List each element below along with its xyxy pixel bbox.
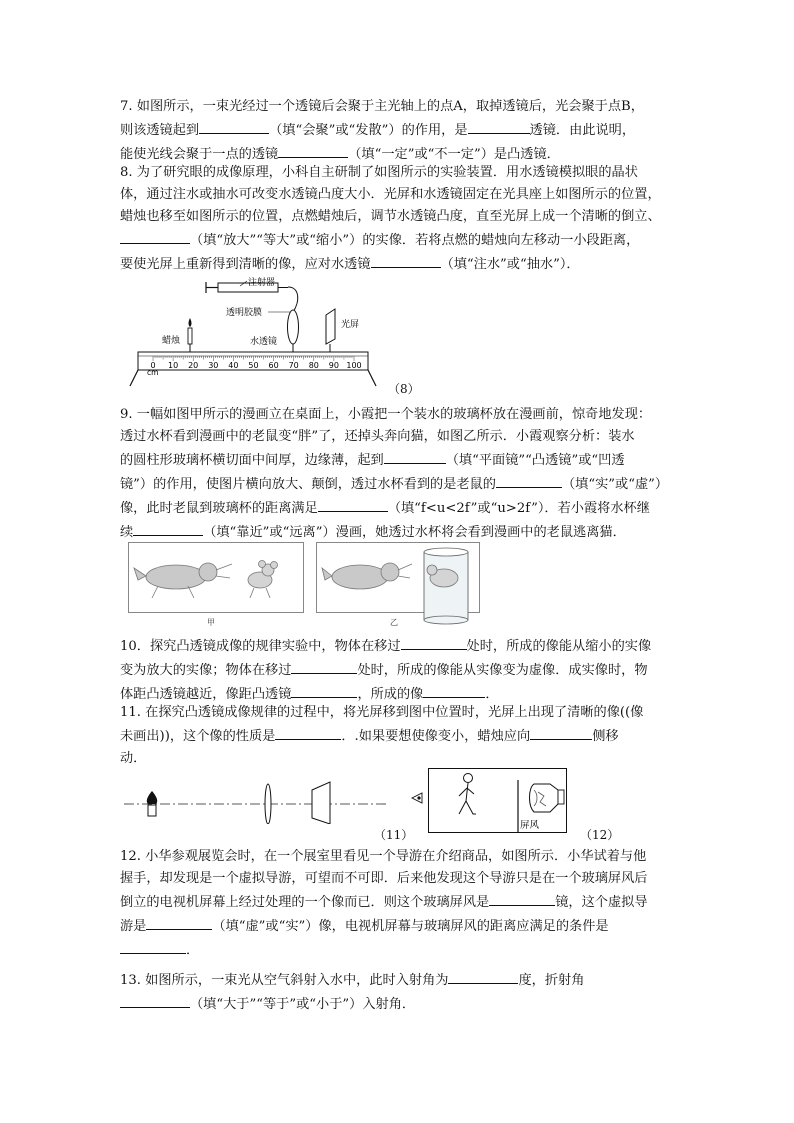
answer-blank[interactable]: [448, 968, 518, 984]
q10-text: ，所成的像: [357, 687, 424, 702]
q12-text: （填“虚”或“实”）像，电视机屏幕与玻璃屏风的距离应满足的条件是: [212, 919, 609, 934]
answer-blank[interactable]: [530, 724, 592, 740]
answer-blank[interactable]: [468, 118, 530, 134]
optical-bench-figure: [128, 272, 378, 390]
q9-text: 续: [120, 525, 134, 540]
q9-line-5: [120, 496, 676, 520]
q13-text: （填“大于”“等于”或“小于”）入射角．: [190, 997, 416, 1012]
q13-text: 13. 如图所示，一束光从空气斜射入水中，此时入射角为: [120, 973, 449, 988]
q9-text: （填“实”或“虚”）: [562, 477, 669, 492]
answer-blank[interactable]: [120, 992, 190, 1008]
answer-blank[interactable]: [146, 914, 212, 930]
q9-line-3: [120, 448, 676, 472]
ruler-number: 50: [248, 361, 259, 370]
convex-lens-icon: [265, 784, 271, 824]
ruler-number: 60: [268, 361, 279, 370]
q10-line-1: [120, 634, 676, 658]
q12-line-3: [120, 890, 676, 914]
answer-blank[interactable]: [120, 228, 190, 244]
q10-text: 变为放大的实像；物体在移过: [120, 663, 292, 678]
syringe-icon: [206, 282, 288, 293]
q9-text: 像，此时老鼠到玻璃杯的距离满足: [120, 501, 318, 516]
cartoon-frame-a: [129, 543, 304, 613]
q7-text: 则该透镜起到: [120, 123, 200, 138]
water-glass-icon: [424, 548, 468, 624]
q12-text: 镜，这个虚拟导: [555, 895, 648, 910]
water-lens-icon: [288, 310, 299, 344]
frame-b-label: 乙: [390, 618, 398, 627]
q13-line-2: [120, 992, 676, 1016]
answer-blank[interactable]: [120, 938, 186, 954]
q11-line-1: 11. 在探究凸透镜成像规律的过程中，将光屏移到图中位置时，光屏上出现了清晰的像((像: [120, 705, 644, 720]
answer-blank[interactable]: [199, 118, 269, 134]
q12-text: ．: [186, 943, 200, 958]
q12-line-2: 握手，却发现是一个虚拟导游，可望而不可即．后来他发现这个导游只是在一个玻璃屏风后: [120, 871, 648, 886]
q9-line-1: 9. 一幅如图甲所示的漫画立在桌面上，小霞把一个装水的玻璃杯放在漫画前，惊奇地发现：: [120, 407, 652, 422]
question-8: [120, 162, 676, 276]
question-9: [120, 404, 676, 544]
candle-icon: [147, 791, 157, 816]
q9-text: 镜”）的作用，使图片横向放大、颠倒，透过水杯看到的是老鼠的: [120, 477, 496, 492]
ruler-number: 90: [328, 361, 339, 370]
q12-text: 倒立的电视机屏幕上经过处理的一个像而已．则这个玻璃屏风是: [120, 895, 490, 910]
answer-blank[interactable]: [423, 682, 485, 698]
ruler-number: 100: [346, 361, 362, 370]
screen-label: 光屏: [341, 320, 360, 330]
q10-line-2: [120, 658, 676, 682]
q7-text: 透镜．由此说明，: [529, 123, 636, 138]
screen-icon: [312, 782, 330, 824]
q7-text: 能使光线会聚于一点的透镜: [120, 147, 279, 162]
q9-text: （填“f<u<2f”或“u>2f”）．若小霞将水杯继: [387, 501, 650, 516]
lens-label: 水透镜: [250, 337, 278, 347]
cartoon-figure: [128, 540, 482, 628]
ruler-number: 10: [168, 361, 179, 370]
question-13: [120, 968, 676, 1016]
screen-icon: [326, 309, 335, 344]
answer-blank[interactable]: [278, 142, 348, 158]
question-7: [120, 96, 676, 166]
q8-line-3: 蜡烛也移至如图所示的位置，点燃蜡烛后，调节水透镜凸度，直至光屏上成一个清晰的倒立、: [120, 209, 661, 224]
answer-blank[interactable]: [371, 252, 441, 268]
q7-text: （填“会聚”或“发散”）的作用，是: [269, 123, 468, 138]
ruler-number: 0: [150, 361, 156, 370]
q11-text: ．.如果要想使像变小，蜡烛应向: [341, 729, 531, 744]
q8-line-1: 8. 为了研究眼的成像原理，小科自主研制了如图所示的实验装置．用水透镜模拟眼的晶状: [120, 165, 638, 180]
q7-text: （填“一定”或“不一定”）是凸透镜．: [348, 147, 560, 162]
q9-line-4: [120, 472, 676, 496]
unit-label: cm: [147, 368, 159, 377]
q7-line-2: [120, 118, 676, 142]
figure-8-caption: （8）: [388, 382, 420, 396]
answer-blank[interactable]: [133, 520, 203, 536]
ruler-number: 40: [228, 361, 239, 370]
q10-text: 处时，所成的像能从实像变为虚像．成实像时，物: [357, 663, 648, 678]
q11-line-3: 动．: [120, 751, 147, 766]
ruler-number: 80: [308, 361, 319, 370]
q12-line-1: 12. 小华参观展览会时，在一个展室里看见一个导游在介绍商品，如图所示．小华试着与他: [120, 849, 647, 864]
q9-line-2: 透过水杯看到漫画中的老鼠变“胖”了，还掉头奔向猫，如图乙所示．小霞观察分析：装水: [120, 429, 635, 444]
candle-label: 蜡烛: [162, 336, 181, 346]
q10-text: 10．探究凸透镜成像的规律实验中，物体在移过: [120, 639, 401, 654]
answer-blank[interactable]: [291, 658, 357, 674]
q10-text: 体距凸透镜越近，像距凸透镜: [120, 687, 292, 702]
cartoon-frame-b: [317, 543, 480, 625]
q9-text: （填“靠近”或“远离”）漫画，她透过水杯将会看到漫画中的老鼠逃离猫．: [203, 525, 626, 540]
answer-blank[interactable]: [291, 682, 357, 698]
answer-blank[interactable]: [401, 634, 467, 650]
screen-label: 屏风: [520, 820, 540, 831]
q8-line-4: [120, 228, 676, 252]
q13-text: 度，折射角: [518, 973, 585, 988]
q12-text: 游是: [120, 919, 147, 934]
question-10: [120, 634, 676, 706]
lens-setup-figure: [124, 778, 394, 824]
candle-icon: [188, 318, 192, 352]
ruler-number: 70: [288, 361, 299, 370]
q9-text: （填“平面镜”“凸透镜”或“凹透: [445, 453, 625, 468]
q11-line-2: [120, 724, 676, 748]
virtual-guide-figure: [410, 766, 576, 836]
answer-blank[interactable]: [275, 724, 341, 740]
eye-icon: [412, 793, 422, 803]
syringe-label: 注射器: [248, 278, 276, 288]
q8-line-2: 体，通过注水或抽水可改变水透镜凸度大小．光屏和水透镜固定在光具座上如图所示的位置，: [120, 187, 661, 202]
answer-blank[interactable]: [489, 890, 555, 906]
q8-text: （填“放大”“等大”或“缩小”）的实像．若将点燃的蜡烛向左移动一小段距离，: [190, 233, 640, 248]
question-12: [120, 846, 676, 962]
frame-a-label: 甲: [207, 618, 215, 627]
q12-line-4: [120, 914, 676, 938]
q9-text: 的圆柱形玻璃杯横切面中间厚，边缘薄，起到: [120, 453, 384, 468]
membrane-label: 透明胶膜: [226, 308, 263, 318]
figure-11-caption: （11）: [374, 828, 414, 842]
q10-text: 处时，所成的像能从缩小的实像: [466, 639, 652, 654]
answer-blank[interactable]: [318, 496, 388, 512]
q13-line-1: [120, 968, 676, 992]
figure-12-caption: （12）: [580, 828, 620, 842]
q8-text: 要使光屏上重新得到清晰的像，应对水透镜: [120, 257, 371, 272]
q7-line-1: 7. 如图所示，一束光经过一个透镜后会聚于主光轴上的点A，取掉透镜后，光会聚于点B，: [120, 99, 644, 114]
answer-blank[interactable]: [496, 472, 562, 488]
q12-line-5: [120, 938, 676, 962]
q10-text: ．: [485, 687, 499, 702]
answer-blank[interactable]: [384, 448, 446, 464]
q11-text: 未画出))，这个像的性质是: [120, 729, 276, 744]
ruler-number: 30: [208, 361, 219, 370]
q11-text: 侧移: [592, 729, 619, 744]
q8-text: （填“注水”或“抽水”）．: [440, 257, 580, 272]
question-11: [120, 702, 676, 770]
ruler-number: 20: [188, 361, 199, 370]
